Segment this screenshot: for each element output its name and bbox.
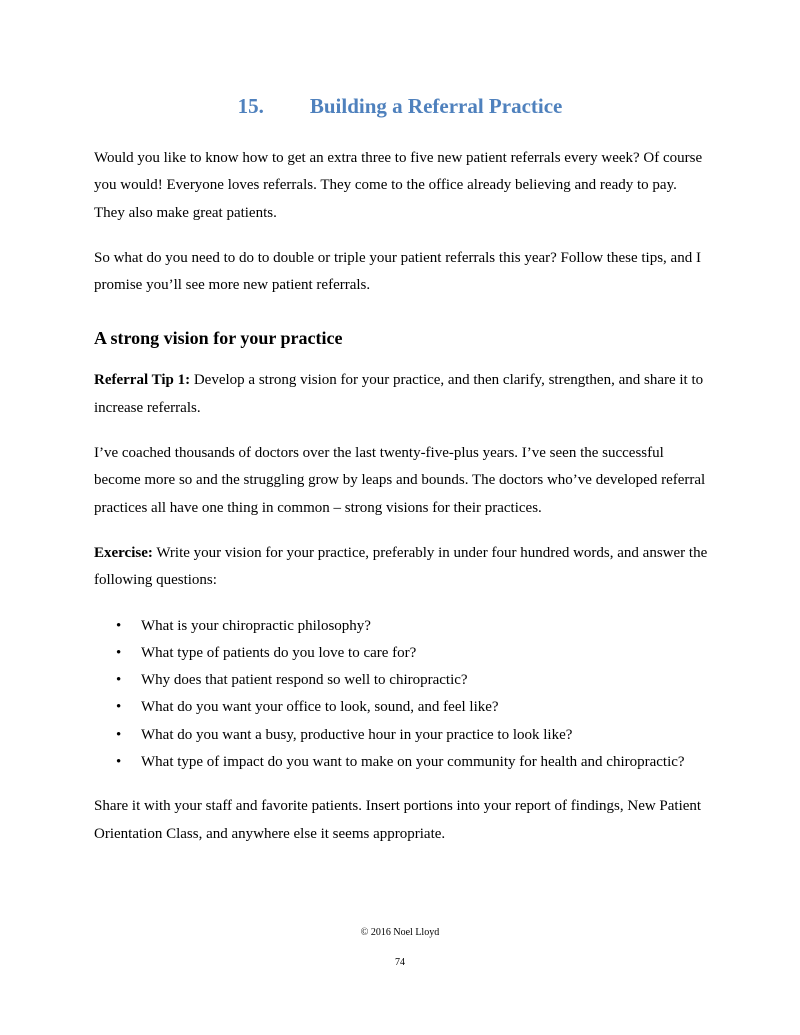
list-item-text: Why does that patient respond so well to chiropractic? bbox=[141, 672, 468, 689]
intro-paragraph-1: Would you like to know how to get an extra three to five new patient referrals every week? Of course you would! Everyone loves referrals. They come to the office already believing and ready to pay. They also make great patients. bbox=[94, 150, 703, 221]
body-content bbox=[94, 145, 710, 866]
list-item bbox=[94, 694, 710, 721]
bullet-icon: • bbox=[116, 644, 122, 661]
list-item-text: What is your chiropractic philosophy? bbox=[141, 617, 371, 634]
list-item bbox=[94, 667, 710, 694]
list-item bbox=[94, 640, 710, 667]
exercise-label: Exercise: bbox=[94, 544, 153, 561]
exercise-text: Write your vision for your practice, preferably in under four hundred words, and answer the following questions: bbox=[94, 544, 708, 589]
referral-tip-text: Develop a strong vision for your practice, and then clarify, strengthen, and share it to increase referrals. bbox=[94, 372, 704, 416]
chapter-number: 15. bbox=[237, 94, 264, 118]
bullet-icon: • bbox=[116, 672, 122, 689]
list-item bbox=[94, 749, 710, 776]
list-item-text: What do you want your office to look, sound, and feel like? bbox=[141, 699, 499, 716]
page-number: 74 bbox=[395, 957, 405, 968]
list-item-text: What type of impact do you want to make on your community for health and chiropractic? bbox=[141, 754, 685, 771]
footer-copyright: © 2016 Noel Lloyd bbox=[360, 927, 440, 938]
chapter-title bbox=[0, 92, 800, 120]
list-item-text: What do you want a busy, productive hour in your practice to look like? bbox=[141, 726, 573, 743]
bullet-icon: • bbox=[116, 754, 122, 771]
bullet-icon: • bbox=[116, 726, 122, 743]
list-item-text: What type of patients do you love to care for? bbox=[141, 644, 417, 661]
closing-paragraph: Share it with your staff and favorite patients. Insert portions into your report of findings, New Patient Orientation Class, and anywhere else it seems appropriate. bbox=[94, 798, 702, 842]
referral-tip-label: Referral Tip 1: bbox=[94, 372, 191, 389]
chapter-title-text: Building a Referral Practice bbox=[309, 94, 563, 118]
referral-tip-paragraph bbox=[94, 367, 710, 422]
question-list bbox=[94, 613, 710, 777]
coaching-paragraph: I’ve coached thousands of doctors over the last twenty-five-plus years. I’ve seen the successful become more so and the struggling grow by leaps and bounds. The doctors who’ve developed referral practices all have one thing in common – strong visions for their practices. bbox=[94, 445, 706, 516]
list-item bbox=[94, 613, 710, 640]
list-item bbox=[94, 722, 710, 749]
section-heading: A strong vision for your practice bbox=[94, 328, 343, 349]
bullet-icon: • bbox=[116, 699, 122, 716]
exercise-paragraph bbox=[94, 540, 710, 595]
bullet-icon: • bbox=[116, 617, 122, 634]
intro-paragraph-2: So what do you need to do to double or triple your patient referrals this year? Follow these tips, and I promise you’ll see more new patient referrals. bbox=[94, 249, 701, 294]
